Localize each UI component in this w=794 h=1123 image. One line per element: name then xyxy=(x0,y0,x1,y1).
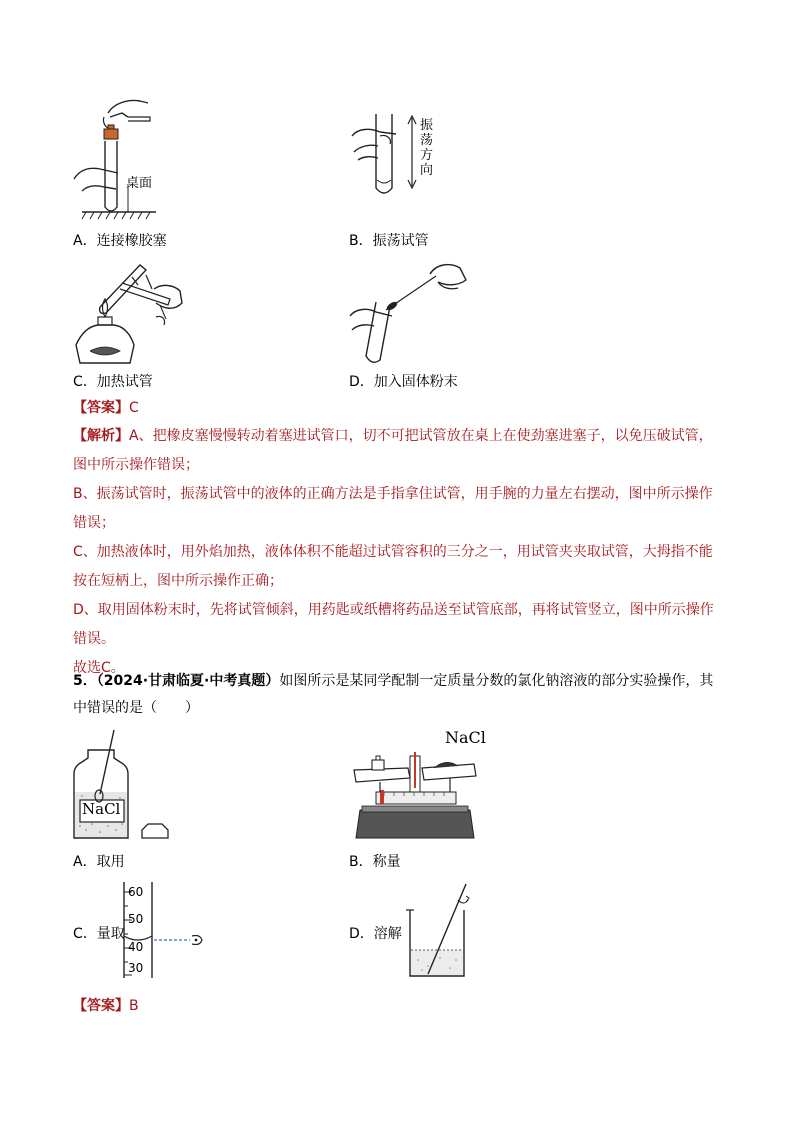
figure-q5a-drawing xyxy=(70,726,180,842)
option-d-label: D．加入固体粉末 xyxy=(349,374,458,390)
analysis-a-text: A、把橡皮塞慢慢转动着塞进试管口，切不可把试管放在桌上在使劲塞进塞子，以免压破试管，图中所示操作错误； xyxy=(73,428,713,473)
analysis-tag: 【解析】 xyxy=(73,428,129,444)
q5-answer-tag: 【答案】 xyxy=(73,998,129,1014)
analysis-b: B、振荡试管时，振荡试管中的液体的正确方法是手指拿住试管，用手腕的力量左右摆动，图中所示操作错误； xyxy=(73,486,713,531)
option-a-label: A．连接橡胶塞 xyxy=(73,233,167,249)
q5-stem xyxy=(73,668,721,722)
pan-label-nacl: NaCl xyxy=(445,728,486,747)
tick-50: 50 xyxy=(128,912,144,926)
answer-tag: 【答案】 xyxy=(73,400,129,416)
analysis-conclusion: 故选C。 xyxy=(73,660,125,676)
shake-direction-label: 振荡方向 xyxy=(420,118,434,178)
q5-option-c-label: C．量取 xyxy=(73,926,125,942)
figure-c-drawing xyxy=(70,255,190,367)
q5-answer xyxy=(73,996,139,1016)
analysis-d: D、取用固体粉末时，先将试管倾斜，用药匙或纸槽将药品送至试管底部，再将试管竖立，图中所示操作错误。 xyxy=(73,602,714,647)
option-b-label: B．振荡试管 xyxy=(349,233,429,249)
q5-source: （2024·甘肃临夏·中考真题） xyxy=(96,673,280,689)
analysis-c: C、加热液体时，用外焰加热，液体体积不能超过试管容积的三分之一，用试管夹夹取试管，大拇指不能按在短柄上，图中所示操作正确； xyxy=(73,544,713,589)
q5-stem-text: 如图所示是某同学配制一定质量分数的氯化钠溶液的部分实验操作，其中错误的是（ ） xyxy=(73,673,714,716)
answer-value: C xyxy=(129,400,139,416)
figure-a-drawing xyxy=(70,95,210,225)
q4-analysis xyxy=(73,422,721,683)
figure-d-drawing xyxy=(346,258,476,366)
q5-option-b-label: B．称量 xyxy=(349,854,401,870)
analysis-a xyxy=(73,422,721,480)
tick-30: 30 xyxy=(128,961,144,975)
tick-40: 40 xyxy=(128,940,144,954)
q4-answer xyxy=(73,398,139,418)
q5-option-a-label: A．取用 xyxy=(73,854,125,870)
q5-answer-value: B xyxy=(129,998,139,1014)
desk-label: 桌面 xyxy=(126,176,153,191)
option-c-label: C．加热试管 xyxy=(73,374,153,390)
tick-60: 60 xyxy=(128,885,144,899)
figure-q5b-drawing xyxy=(350,738,480,842)
q5-option-d-label: D．溶解 xyxy=(349,926,402,942)
figure-q5d-drawing xyxy=(406,880,476,980)
q5-number: 5． xyxy=(73,673,97,689)
bottle-label-nacl: NaCl xyxy=(82,800,121,818)
